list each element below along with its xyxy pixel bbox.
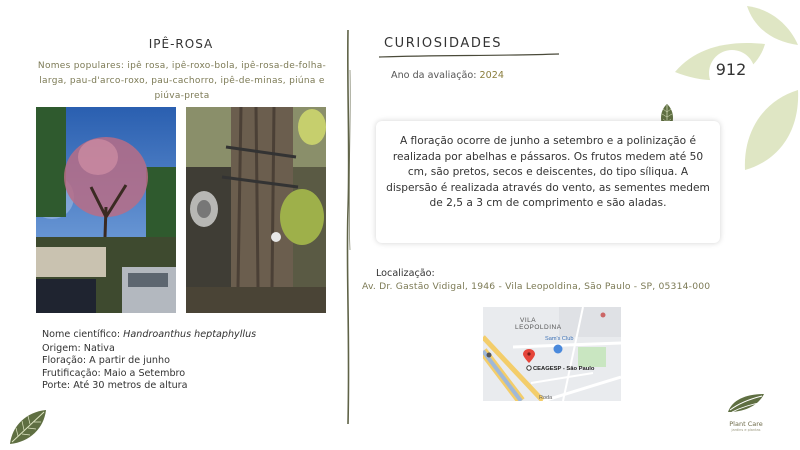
plant-info [42, 329, 256, 393]
evaluation-number: 912 [715, 60, 747, 79]
map-street: Roda [539, 395, 553, 401]
brand-logo [716, 392, 776, 432]
scientific-name-row [42, 329, 256, 342]
title-underline [378, 52, 560, 60]
popular-names: Nomes populares: ipê rosa, ipê-roxo-bola, ipê-rosa-de-folha-larga, pau-d'arco-roxo, pau-cachorro, ipê-de-minas, piúna e piúva-preta [37, 61, 327, 101]
plant-care-logo-icon [724, 392, 768, 414]
curiosities-title: CURIOSIDADES [384, 36, 503, 51]
tree-trunk-photo [186, 107, 326, 313]
map-poi-ceagesp: CEAGESP - São Paulo [533, 366, 595, 372]
map-district-line2: LEOPOLDINA [515, 324, 562, 331]
leaf-icon-bottom-left [8, 408, 48, 446]
year-value: 2024 [479, 70, 504, 81]
map-poi-sams: Sam's Club [545, 336, 574, 342]
origin-row: Origem: Nativa [42, 342, 115, 354]
curiosity-card: A floração ocorre de junho a setembro e a polinização é realizada por abelhas e pássaros. Os frutos medem até 50 cm, são pretos, secos e deiscentes, do tipo síliqua. A dispersão é realizada através do vento, as sementes medem de 2,5 a 3 cm de comprimento e são aladas. [376, 121, 720, 243]
scientific-name-label: Nome científico: [42, 329, 124, 340]
brand-name: Plant Care [729, 420, 763, 428]
location-label: Localização: [376, 268, 435, 279]
scientific-name: Handroanthus heptaphyllus [123, 329, 257, 340]
flowering-row: Floração: A partir de junho [42, 355, 170, 367]
location-map[interactable] [483, 307, 621, 401]
size-row: Porte: Até 30 metros de altura [42, 380, 188, 392]
plant-title: IPÊ-ROSA [148, 37, 214, 51]
vertical-divider [338, 30, 362, 425]
brand-tagline: jardins e plantas [731, 428, 761, 432]
location-address[interactable]: Av. Dr. Gastão Vidigal, 1946 - Vila Leopoldina, São Paulo - SP, 05314-000 [362, 281, 711, 292]
evaluation-year [391, 70, 504, 81]
fruiting-row: Frutificação: Maio a Setembro [42, 367, 186, 379]
year-label: Ano da avaliação: [391, 70, 480, 81]
map-district-line1: VILA [520, 317, 537, 324]
pink-flowering-tree-photo [36, 107, 176, 313]
